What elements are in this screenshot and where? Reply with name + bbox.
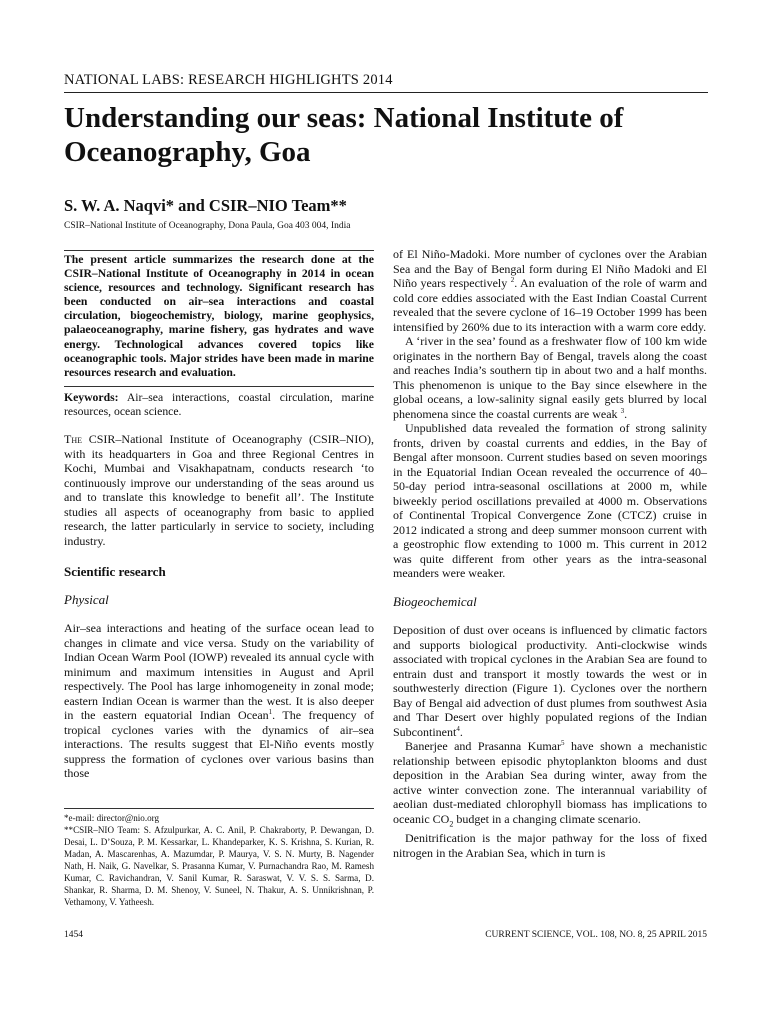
dust-text-a: Deposition of dust over oceans is influenced by climatic factors and supports biological productivity. Anti-clockwise winds associated with tropical cyclones in the Arabian Sea are found to entrain dust and transport it mostly towards the west or in southwesterly direction (Figure 1). Cyclones over the northern Bay of Bengal aid advection of dust plumes from southwest Asia and Thar Desert over highly populated regions of the Indian Subcontinent (393, 623, 707, 739)
footnotes (64, 808, 374, 908)
keywords (64, 386, 374, 419)
cyclone-text-a: of El Niño-Madoki. More number of cyclones over the Arabian Sea and the Bay of Bengal form during El Niño Madoki and El Niño years respectively (393, 247, 707, 290)
dust-text-b: . (459, 724, 463, 739)
bloom-text-a: Banerjee and Prasanna Kumar (405, 739, 562, 753)
physical-paragraph (64, 621, 374, 781)
river-text-a: A ‘river in the sea’ found as a freshwater flow of 100 km wide originates in the northern Bay of Bengal, travels along the coast and reaches India’s southern tip in about two and a half months. This phenomenon is unique to the Bay since elsewhere in the global oceans, a low-salinity signal easily gets blurred by local phenomena since the coastal currents are weak (393, 334, 707, 421)
article-authors: S. W. A. Naqvi* and CSIR–NIO Team** (64, 196, 347, 215)
left-column (64, 250, 374, 781)
ref-5: 5 (561, 739, 565, 747)
river-paragraph (393, 334, 707, 421)
intro-dropcap: The (64, 432, 82, 447)
bloom-text-c: budget in a changing climate scenario. (453, 811, 641, 826)
intro-text: CSIR–National Institute of Oceanography (CSIR–NIO), with its headquarters in Goa and three Regional Centres in Kochi, Mumbai and Visakhapatnam, conducts research ‘to continuously improve our understanding of the seas around us and to translate this knowledge to benefit all’. The Institute studies all aspects of oceanography from basic to applied research, the latter particularly in service to society, including industry. (64, 432, 374, 548)
author-affiliation: CSIR–National Institute of Oceanography, Dona Paula, Goa 403 004, India (64, 221, 351, 231)
ref-1: 1 (268, 708, 273, 717)
journal-footer: CURRENT SCIENCE, VOL. 108, NO. 8, 25 APRIL 2015 (485, 930, 707, 940)
dust-paragraph (393, 623, 707, 739)
co2-subscript: 2 (449, 818, 454, 828)
abstract: The present article summarizes the research done at the CSIR–National Institute of Oceanography in 2014 in ocean science, resources and technology. Significant research has been conducted on air–sea interactions and coastal circulation, biogeochemistry, biology, marine geophysics, palaeoceanography, marine fishery, gas hydrates and wave energy. Technological advances covered topics like oceanographic tools. Major strides have been made in marine resources research and evaluation. (64, 253, 374, 379)
footnote-email: *e-mail: director@nio.org (64, 813, 160, 823)
denitrification-paragraph: Denitrification is the major pathway for the loss of fixed nitrogen in the Arabian Sea, which in turn is (393, 831, 707, 860)
footnote-team: **CSIR–NIO Team: S. Afzulpurkar, A. C. Anil, P. Chakraborty, P. Dewangan, D. Desai, L. D’Souza, P. M. Kessarkar, L. Khandeparker, K. S. Krishna, S. Kurian, R. Madan, A. Mascarenhas, A. Mazumdar, P. Maurya, V. S. N. Murty, B. Nagender Nath, H. Naik, G. Navelkar, S. Prasanna Kumar, V. Purnachandra Rao, M. Ramesh Kumar, C. Ravichandran, V. Sanil Kumar, R. Saraswat, V. V. S. S. Sarma, D. Shankar, R. Sharma, D. M. Shenoy, V. Suneel, N. Thakur, A. S. Unnikrishnan, P. Vethamony, V. Yatheesh. (64, 825, 374, 907)
intro-paragraph (64, 432, 374, 548)
article-title: Understanding our seas: National Institute of Oceanography, Goa (64, 102, 624, 168)
cyclone-text-b: . An evaluation of the role of warm and cold core eddies associated with the East Indian Coastal Current revealed that the severe cyclone of 16–19 October 1999 has been intensified by 260% due to its interaction with a warm core eddy. (393, 276, 707, 334)
river-text-b: . (624, 406, 628, 421)
bloom-paragraph (393, 739, 707, 831)
physical-text-b: . The frequency of tropical cyclones varies with the dynamics of air–sea interactions. The results suggest that El-Niño events mostly suppress the formation of cyclones over various basins than those (64, 708, 375, 781)
salinity-paragraph: Unpublished data revealed the formation of strong salinity fronts, driven by coastal currents and eddies, in the Bay of Bengal after monsoon. Current studies based on seven moorings in the Equatorial Indian Ocean revealed the occurrence of 40–50-day period intra-seasonal oscillations at 2000 m, while biweekly period oscillations prevailed at 4000 m. Observations of Continental Tropical Convergence Zone (CTCZ) cruise in 2012 indicated a strong and deep summer monsoon current with a geostrophic flow extending to 1000 m. This current in 2012 was quite different from other years as the intra-seasonal meanders were weaker. (393, 421, 707, 580)
header-rule (64, 92, 708, 93)
page-number: 1454 (64, 930, 83, 940)
cyclone-paragraph (393, 247, 707, 334)
subsection-biogeochemical: Biogeochemical (393, 593, 477, 609)
bloom-text-b: have shown a mechanistic relationship between episodic phytoplankton blooms and dust deposition in the Arabian Sea during winter, away from the active winter convection zone. The interannual variability of aeolian dust-mediated chlorophyll biomass has implications to oceanic CO (393, 739, 708, 826)
subsection-physical: Physical (64, 591, 109, 607)
section-heading: Scientific research (64, 564, 166, 580)
physical-text-a: Air–sea interactions and heating of the surface ocean lead to changes in climate and vice versa. Study on the variability of Indian Ocean Warm Pool (IOWP) revealed its annual cycle with minimum and maximum intensities in August and April respectively. The Pool has large inhomogeneity in zonal mode; eastern Indian Ocean is warmer than the west. It is also deeper in the eastern equatorial Indian Ocean (64, 621, 374, 723)
ref-4: 4 (456, 724, 460, 733)
ref-2: 2 (510, 276, 515, 284)
ref-3: 3 (620, 406, 625, 415)
running-header: NATIONAL LABS: RESEARCH HIGHLIGHTS 2014 (64, 72, 393, 88)
keywords-label: Keywords: (64, 390, 119, 404)
keywords-text: Air–sea interactions, coastal circulation, marine resources, ocean science. (64, 390, 374, 418)
right-column (393, 247, 707, 860)
